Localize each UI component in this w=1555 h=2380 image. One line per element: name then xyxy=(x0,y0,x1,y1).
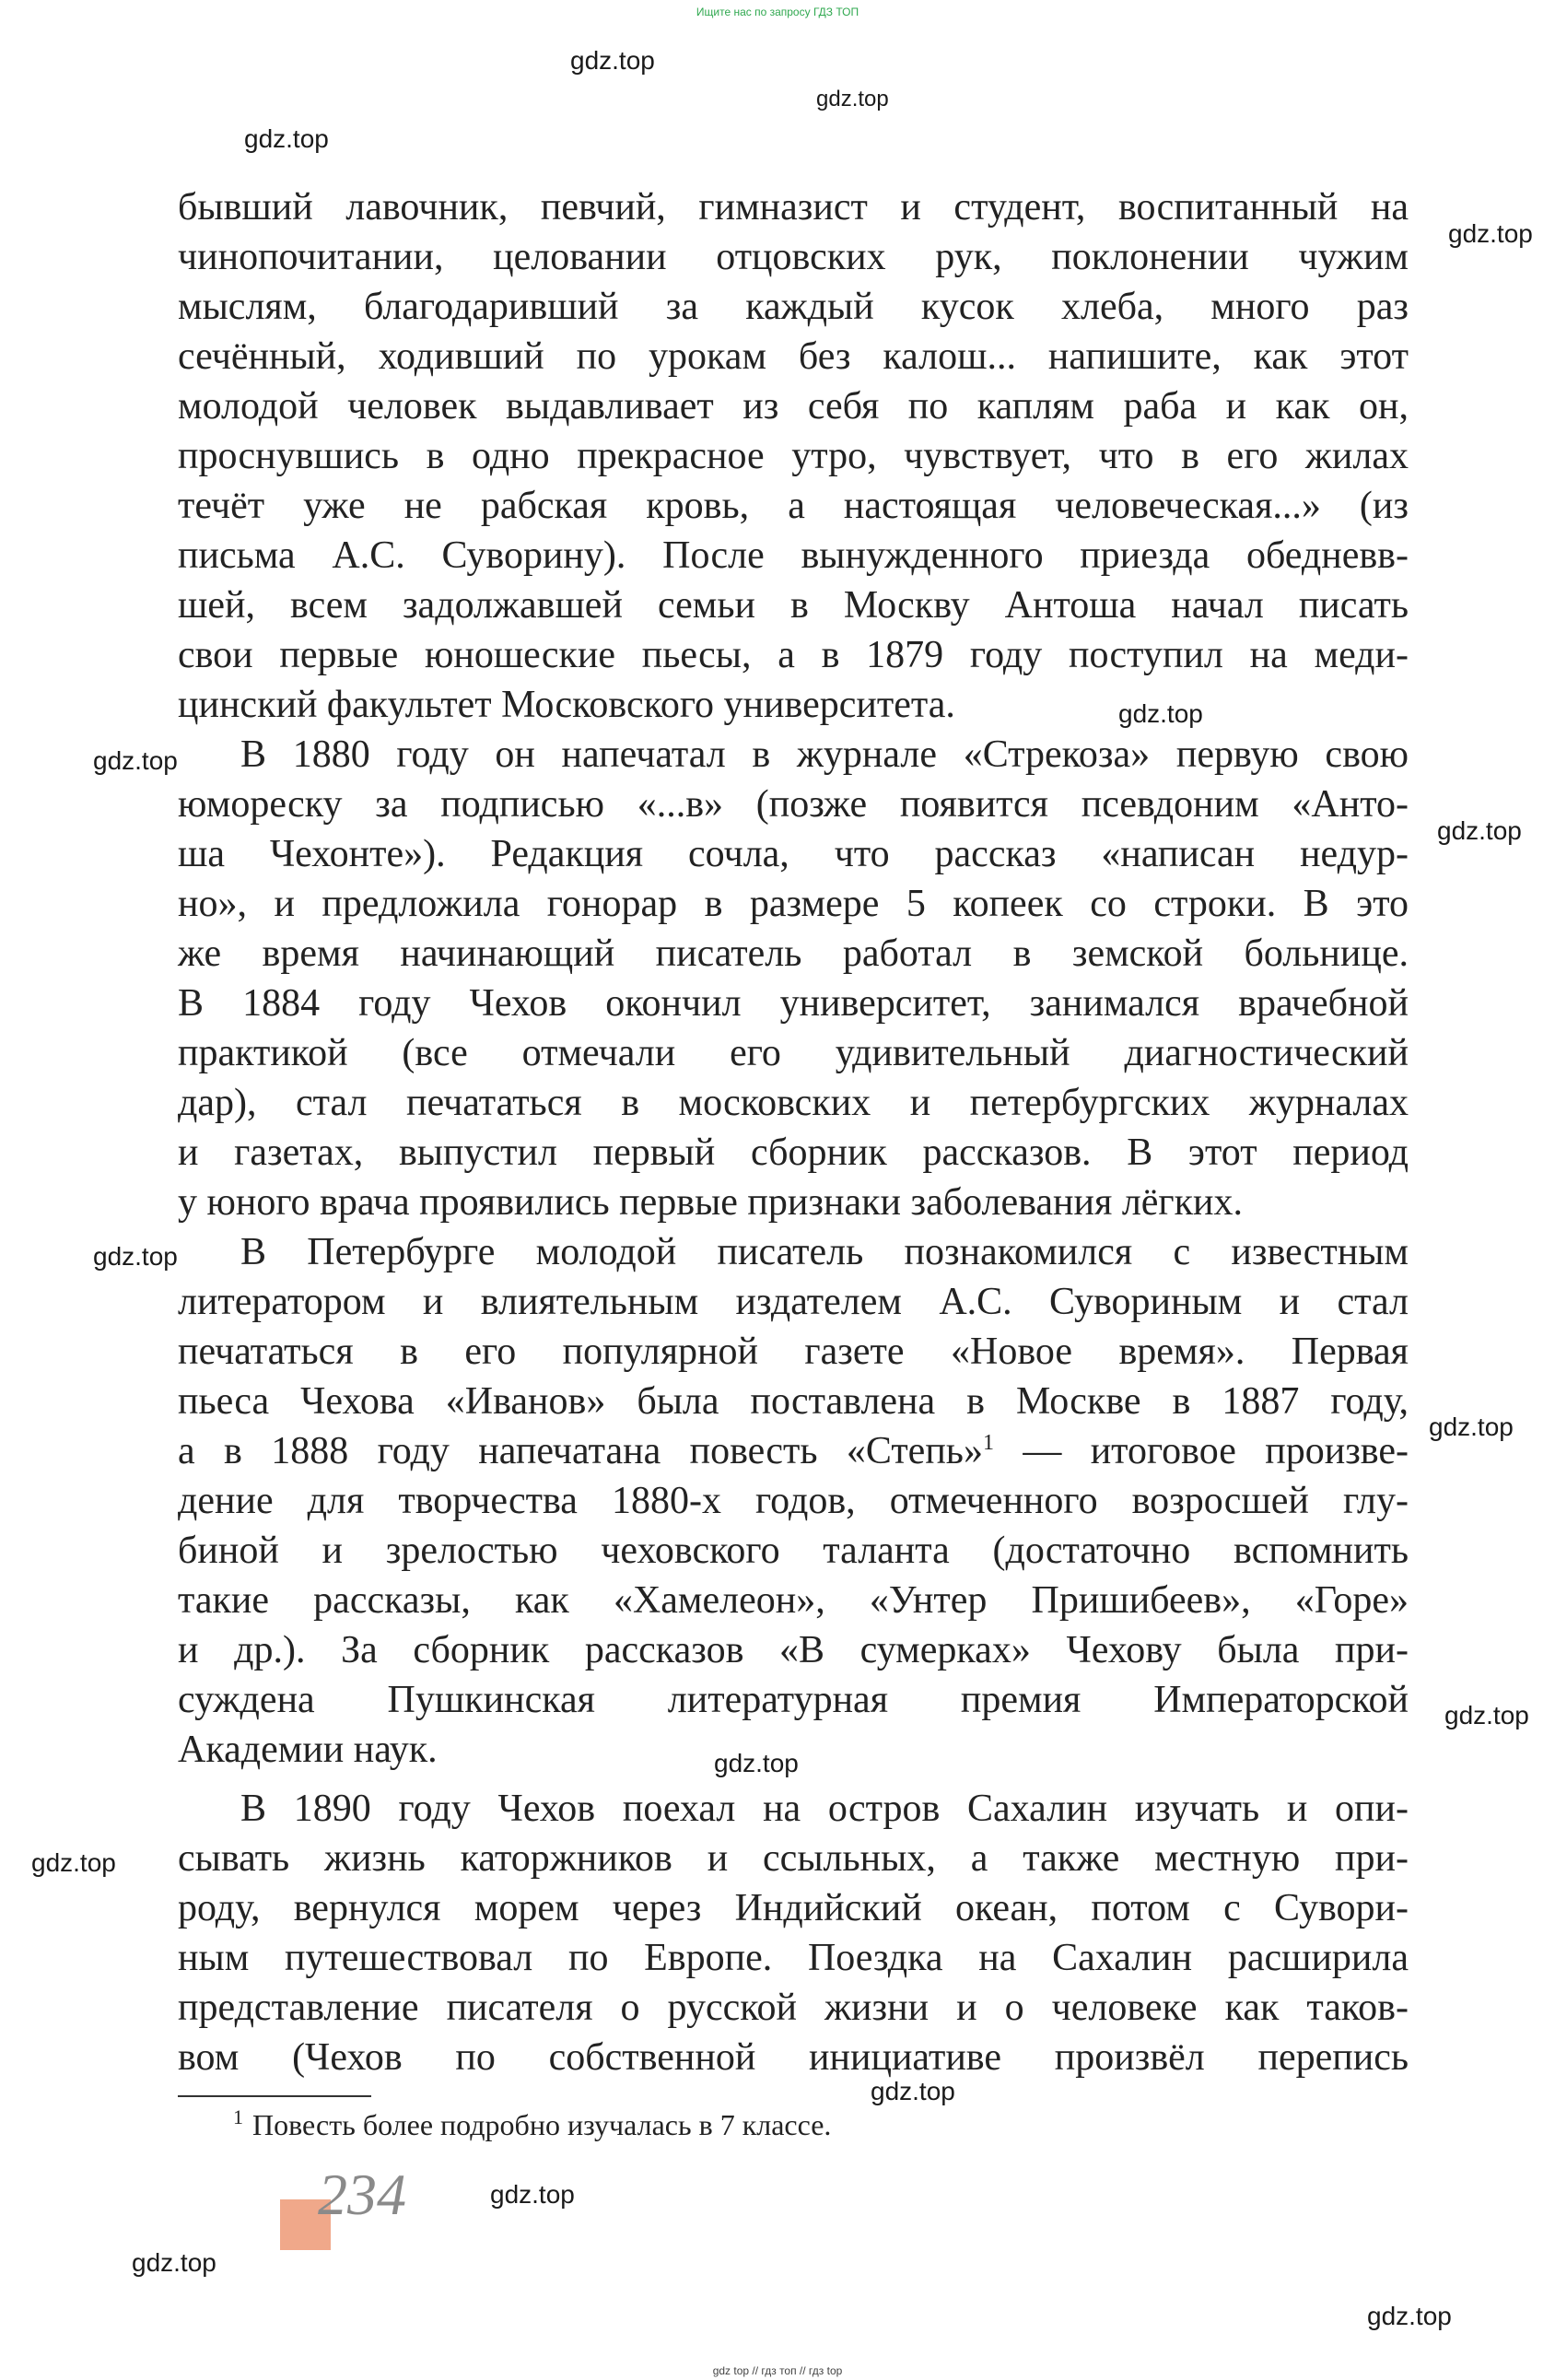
text-line: дение для творчества 1880-х годов, отмеченного возросшей глу- xyxy=(178,1480,1409,1522)
text-line: такие рассказы, как «Хамелеон», «Унтер Пришибеев», «Горе» xyxy=(178,1579,1409,1622)
footnote-divider xyxy=(178,2095,371,2097)
bottom-banner: gdz top // гдз топ // гдз top xyxy=(712,2364,843,2377)
text-line: бывший лавочник, певчий, гимназист и студент, воспитанный на xyxy=(178,186,1409,229)
watermark: gdz.top xyxy=(244,124,329,153)
watermark: gdz.top xyxy=(714,1749,799,1777)
footnote xyxy=(233,2106,831,2143)
text-line: биной и зрелостью чеховского таланта (достаточно вспомнить xyxy=(178,1530,1409,1572)
watermark: gdz.top xyxy=(1367,2302,1452,2330)
watermark: gdz.top xyxy=(1118,699,1203,728)
watermark: gdz.top xyxy=(132,2248,216,2277)
text-line: ным путешествовал по Европе. Поездка на Сахалин расширила xyxy=(178,1937,1409,1979)
text-line: цинский факультет Московского университета. xyxy=(178,684,955,726)
top-banner: Ищите нас по запросу ГДЗ ТОП xyxy=(696,6,859,18)
text-line: практикой (все отмечали его удивительный диагностический xyxy=(178,1032,1409,1074)
text-line-head: а в 1888 году напечатана повесть «Степь» xyxy=(178,1430,983,1472)
watermark: gdz.top xyxy=(1448,219,1533,248)
text-line: и др.). За сборник рассказов «В сумерках» Чехову была при- xyxy=(178,1629,1409,1671)
text-line-tail: — итоговое произве- xyxy=(993,1430,1409,1472)
text-line: мыслям, благодаривший за каждый кусок хлеба, много раз xyxy=(178,286,1409,328)
paragraph-start: В Петербурге молодой писатель познакомился с известным xyxy=(240,1231,1409,1273)
text-line: шей, всем задолжавшей семьи в Москву Антоша начал писать xyxy=(178,584,1409,627)
text-line: дар), стал печататься в московских и петербургских журналах xyxy=(178,1082,1409,1124)
text-line: свои первые юношеские пьесы, а в 1879 году поступил на меди- xyxy=(178,634,1409,676)
watermark: gdz.top xyxy=(93,1242,178,1271)
text-line: же время начинающий писатель работал в земской больнице. xyxy=(178,932,1409,975)
footnote-ref: 1 xyxy=(982,1431,994,1455)
body-text xyxy=(178,182,1409,2082)
watermark: gdz.top xyxy=(816,87,889,111)
watermark: gdz.top xyxy=(31,1848,116,1877)
text-line: Академии наук. xyxy=(178,1729,438,1771)
text-line: сывать жизнь каторжников и ссыльных, а также местную при- xyxy=(178,1837,1409,1880)
text-line: юмореску за подписью «...в» (позже появится псевдоним «Анто- xyxy=(178,783,1409,826)
page-number: 234 xyxy=(318,2162,406,2227)
text-line: роду, вернулся морем через Индийский океан, потом с Сувори- xyxy=(178,1887,1409,1929)
text-line: ша Чехонте»). Редакция сочла, что рассказ «написан недур- xyxy=(178,833,1409,875)
watermark: gdz.top xyxy=(93,746,178,775)
text-line: молодой человек выдавливает из себя по каплям раба и как он, xyxy=(178,385,1409,428)
text-line: пьеса Чехова «Иванов» была поставлена в Москве в 1887 году, xyxy=(178,1380,1409,1423)
text-line: сечённый, ходивший по урокам без калош... напишите, как этот xyxy=(178,335,1409,378)
watermark: gdz.top xyxy=(1444,1701,1529,1729)
text-line: суждена Пушкинская литературная премия Императорской xyxy=(178,1679,1409,1721)
text-line: литератором и влиятельным издателем А.С. Сувориным и стал xyxy=(178,1281,1409,1323)
text-line: у юного врача проявились первые признаки заболевания лёгких. xyxy=(178,1181,1244,1224)
watermark: gdz.top xyxy=(1429,1413,1514,1441)
footnote-number: 1 xyxy=(233,2105,243,2129)
paragraph-start: В 1890 году Чехов поехал на остров Сахалин изучать и опи- xyxy=(240,1788,1409,1830)
text-line: В 1884 году Чехов окончил университет, занимался врачебной xyxy=(178,982,1409,1025)
text-line: представление писателя о русской жизни и о человеке как таков- xyxy=(178,1987,1409,2029)
watermark: gdz.top xyxy=(570,46,655,75)
text-line xyxy=(178,1426,1409,1476)
watermark: gdz.top xyxy=(1437,816,1522,845)
watermark: gdz.top xyxy=(871,2077,955,2105)
text-line: но», и предложила гонорар в размере 5 копеек со строки. В это xyxy=(178,883,1409,925)
watermark: gdz.top xyxy=(490,2180,575,2209)
footnote-text: Повесть более подробно изучалась в 7 классе. xyxy=(252,2108,832,2141)
text-line: вом (Чехов по собственной инициативе произвёл перепись xyxy=(178,2036,1409,2079)
text-line: и газетах, выпустил первый сборник рассказов. В этот период xyxy=(178,1131,1409,1174)
text-line: течёт уже не рабская кровь, а настоящая человеческая...» (из xyxy=(178,485,1409,527)
text-line: чинопочитании, целовании отцовских рук, поклонении чужим xyxy=(178,236,1409,278)
paragraph-start: В 1880 году он напечатал в журнале «Стрекоза» первую свою xyxy=(240,733,1409,776)
text-line: печататься в его популярной газете «Новое время». Первая xyxy=(178,1331,1409,1373)
text-line: письма А.С. Суворину). После вынужденного приезда обедневв- xyxy=(178,534,1409,577)
text-line: проснувшись в одно прекрасное утро, чувствует, что в его жилах xyxy=(178,435,1409,477)
